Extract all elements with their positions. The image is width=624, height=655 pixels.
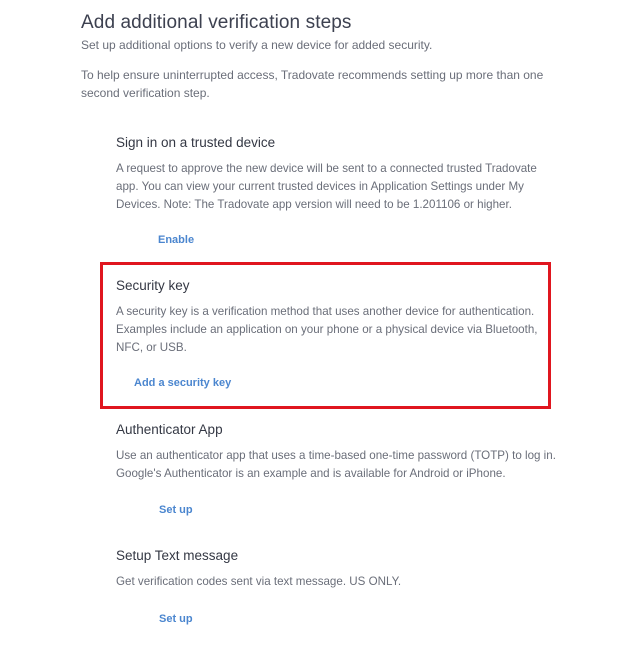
section-trusted-device [116, 135, 556, 214]
section-title-security-key: Security key [116, 278, 190, 293]
intro-text: To help ensure uninterrupted access, Tradovate recommends setting up more than one second verification step. [81, 68, 544, 100]
enable-trusted-device-button[interactable]: Enable [158, 234, 195, 246]
section-text-message [116, 548, 556, 591]
add-security-key-button[interactable]: Add a security key [134, 377, 232, 389]
section-desc-text-message: Get verification codes sent via text message. US ONLY. [116, 575, 402, 588]
setup-authenticator-app-button[interactable]: Set up [159, 504, 193, 516]
section-title-text-message: Setup Text message [116, 548, 239, 563]
section-security-key [116, 278, 556, 357]
section-desc-security-key: A security key is a verification method that uses another device for authentication. Examples include an application on your phone or a physical device via Bluetooth, NFC, or USB. [116, 305, 538, 354]
section-title-authenticator-app: Authenticator App [116, 422, 223, 437]
section-authenticator-app [116, 422, 556, 483]
section-desc-trusted-device: A request to approve the new device will be sent to a connected trusted Tradovate app. You can view your current trusted devices in Application Settings under My Devices. Note: The Tradovate app version will need to be 1.201106 or higher. [116, 162, 537, 211]
section-desc-authenticator-app: Use an authenticator app that uses a time-based one-time password (TOTP) to log in. Google's Authenticator is an example and is available for Android or iPhone. [116, 449, 556, 480]
page-title: Add additional verification steps [81, 12, 352, 33]
setup-text-message-button[interactable]: Set up [159, 613, 193, 625]
page-subtitle: Set up additional options to verify a new device for added security. [81, 38, 433, 52]
section-title-trusted-device: Sign in on a trusted device [116, 135, 276, 150]
